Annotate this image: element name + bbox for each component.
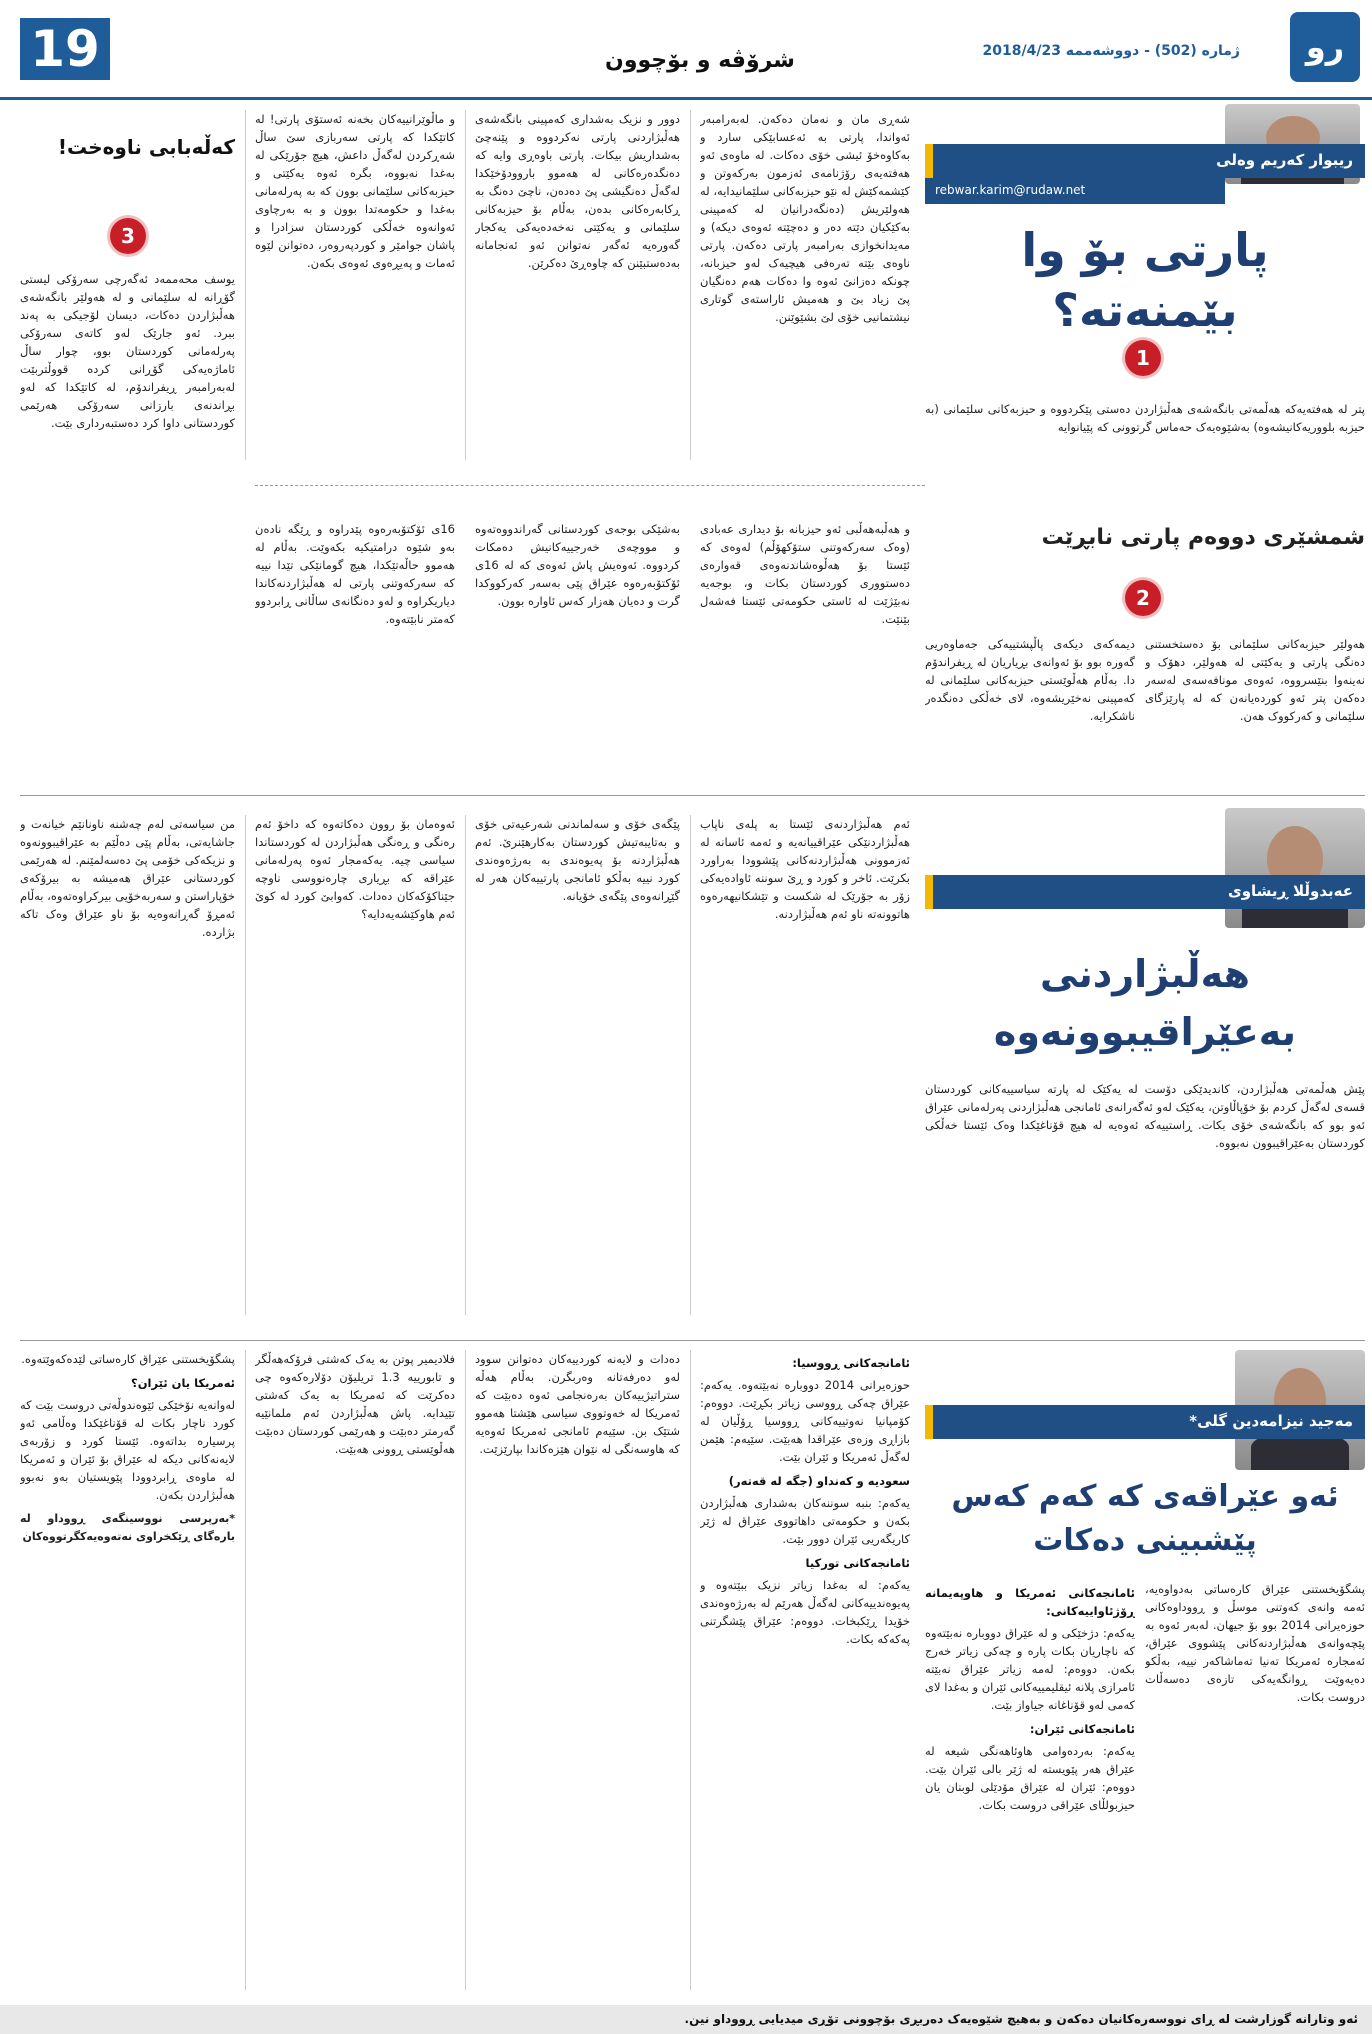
- article1-col-3: و ماڵوێرانییەکان بخەنە ئەستۆی پارتی! لە کاتێکدا کە پارتی سەربازی سێ ساڵ شەڕکردن لەگەڵ داعش، هیچ جۆرێکی لە بەغدا نەبووە، بگرە ئەوە یەکێتی و حیزبەکانی سلێمانی بوون کە بە پەرلەمانی بەغدا و حکومەتدا بوون و بە بەرچاوی ئەوانەوە خەڵکی کوردستان سزادرا و پاشان جوامێر و کوردپەروەر، دەتوانن لێوە ئەمات و پەیڕەوی ئەوەی بکەن.: [255, 112, 455, 270]
- subhead-us-or-iran: ئەمریکا یان ئێران؟: [131, 1376, 235, 1390]
- sub2-col-4: بەشێکی بوجەی کوردستانی گەراندووەتەوە و مووچەی خەرجییەکانیش دەمکات کردووە. ئەوەیش پاش ئەوەی کە لە 16ی ئۆکتۆبەرەوە عێراق پێی بەسەر کەرکووکدا گرت و دەیان هەزار کەس ئاوارە بوون.: [475, 522, 680, 608]
- author-name-3: [925, 1405, 1365, 1439]
- column-title-kalababi: کەڵەبابی ناوەخت!: [57, 135, 235, 159]
- headline-2-line-2: بەعێراقیبوونەوە: [993, 1010, 1297, 1054]
- headline-1: پارتی بۆ وا بێمنەتە؟: [1021, 223, 1269, 337]
- page-number: 19: [20, 18, 110, 80]
- article3-col-4: دەدات و لایەنە کوردییەکان دەتوانن سوود لەو دەرفەتانە وەربگرن. بەڵام هەڵە ستراتیژییەکان بەرەنجامی ئەوە دەبێت کە ئەمریکا لە خەوتووی سیاسی هێشتا هەموو شتێک بن. سێیەم ئامانجی ئەمریکا ئەوەیە کە هاوسەنگی لە نێوان هێزەکاندا بپارێزێت.: [475, 1352, 680, 1456]
- subheadline-2: شمشێری دووەم پارتی نابڕێت: [1041, 525, 1365, 550]
- section-divider: [20, 1340, 1365, 1341]
- article3-col-6: [20, 1350, 235, 1990]
- subhead-russia-goals: ئامانجەکانی ڕووسیا:: [792, 1356, 910, 1370]
- author-name-1: [925, 144, 1365, 178]
- article3-col-2: [925, 1580, 1135, 1990]
- russia-goals-text: حوزەیرانی 2014 دووبارە نەبێتەوە. یەکەم: عێراق چەکی ڕووسی زیاتر بکڕێت. دووەم: کۆمپانیا نەوتییەکانی ڕووسیا ڕۆڵیان لە بازاڕی وزەی عێراقدا هەبێت. سێیەم: هێمن لەگەڵ ئەمریکا و ئێران بێت.: [700, 1378, 910, 1464]
- article3-col-5: فلادیمیر پوتن بە یەک کەشتی فرۆکەهەڵگر و تابورییە 1.3 تریلیۆن دۆلارەکەوە چی دەکرێت کە ئەمریکا بە یەک کەشتی تێیدایە. پاش هەڵبژاردن ئەم ملمانێیە گەرمتر دەبێت و هەرێمی کوردستان دەبێت هەڵوێستی ڕوونی هەبێت.: [255, 1352, 455, 1456]
- sub2-col-3: و هەڵبەهەڵبی ئەو حیزبانە بۆ دیداری عەبادی (وەک سەرکەوتنی ستۆکهۆڵم) لەوەی کە ئێستا بۆ هەڵوەشاندنەوەی قەوارەی دەستووری کوردستان بکات و، بوجەیە نەبێژێت لە ئاستی حکومەتی ئێستا فەشەل بێنێت.: [700, 522, 910, 626]
- article3-col-3: [700, 1350, 910, 1990]
- subhead-iran-goals: ئامانجەکانی ئێران:: [1029, 1722, 1135, 1736]
- sub2-col-5: 16ی ئۆکتۆبەرەوە پێدراوە و ڕێگە نادەن بەو شێوە درامتیکیە بکەوێت. بەڵام لە هەموو حاڵەتێکدا، هیچ گومانێکی تێدا نییە کە سەرکەوتنی پارتی لە هەڵبژاردنەکاندا دیاریکراوە و لەو دەنگانەی ساڵانی ڕابردوو کەمتر نابێتەوە.: [255, 522, 455, 626]
- us-goals-text: یەکەم: دژخێکی و لە عێراق دووبارە نەبێتەوە کە ناچاریان بکات پارە و چەکی زیاتر خەرج بکەن. دووەم: لەمە زیاتر عێراق نەبێتە ئامرازی پلانە ئیقلیمییەکانی ئێران و بەغدا لای کەمی لەو قۆناغانە جیاواز بێت.: [925, 1626, 1135, 1712]
- rudaw-logo: رو: [1290, 12, 1360, 82]
- author-email: rebwar.karim@rudaw.net: [925, 178, 1225, 204]
- section-badge-2: 2: [1125, 580, 1161, 616]
- saudi-goals-text: یەکەم: بنبە سوننەکان بەشداری هەڵبژاردن بکەن و حکومەتی داهاتووی عێراق لە ژێر کاریگەریی ئێران دوور بێت.: [700, 1496, 910, 1546]
- headline-2-line-1: هەڵبژاردنی: [1040, 952, 1250, 996]
- author-note: *بەرپرسی نووسینگەی ڕووداو لە بارەگای ڕێکخراوی نەتەوەیەکگرتووەکان: [20, 1512, 235, 1543]
- headline-3-line-1: ئەو عێراقەی کە کەم کەس: [951, 1479, 1339, 1514]
- article1-intro: پتر لە هەفتەیەکە هەڵمەتی بانگەشەی هەڵبژاردن دەستی پێکردووە و حیزبەکانی سلێمانی (بە حیزبە بلووریەکانیشەوە) بەشێوەیەک حەماس گرتوونی کە پێیانوایە: [925, 402, 1365, 434]
- divider: [245, 1350, 246, 1990]
- section-badge-1: 1: [1125, 340, 1161, 376]
- footer-disclaimer: ئەو وتارانە گوزارشت لە ڕای نووسەرەکانیان دەکەن و بەهیچ شێوەیەک دەربڕی بۆچوونی تۆڕی میدیایی ڕووداو نین.: [0, 2005, 1372, 2034]
- divider: [465, 815, 466, 1315]
- article2-col-2: ئەم هەڵبژاردنەی ئێستا بە پلەی ناپاب هەڵبژاردنێکی عێراقییانەیە و ئەمە ئاسانە لە ئەزموونی هەڵبژاردنەکانی پێشوودا بەراورد بکرێت. ئاخر و کورد و ڕێ سوننە ئاوادەیەکی زۆر بە جۆرێک لە شکست و تێشکانیهەرەوە هاتوونەتە ناو ئەم هەڵبژاردنە.: [700, 817, 910, 921]
- author-name-2: [925, 875, 1365, 909]
- section-divider: [20, 795, 1365, 796]
- author-photo-2: [1225, 808, 1365, 928]
- divider: [690, 110, 691, 460]
- headline-3-line-2: پێشبینی دەکات: [1033, 1523, 1257, 1558]
- author-name-text: عەبدوڵلا ڕیشاوی: [1227, 882, 1353, 900]
- divider: [245, 815, 246, 1315]
- subhead-us-goals: ئامانجەکانی ئەمریکا و هاوپەیمانە ڕۆژئاواییەکانی:: [925, 1586, 1135, 1618]
- dashed-divider: [255, 485, 925, 486]
- section-badge-3: 3: [110, 218, 146, 254]
- headline-2: [925, 945, 1365, 1061]
- col6-intro: پشگۆیخستنی عێراق کارەساتی لێدەکەوێتەوە.: [21, 1352, 235, 1366]
- article1-col-1: شەڕی مان و نەمان دەکەن. لەبەرامبەر ئەواندا، پارتی بە ئەعسابێکی سارد و بەکاوەخۆ ئیشی خۆی دەکات. لە ماوەی ئەو هەفتەیەی رۆژنامەی ئەزمون بەرکەوتن و کێشمەکێش لە نێو حیزبەکانی سلێمانیدایە، لە هەولێریش (دەنگەدرانیان لە کەمپینی بەکێکیان دێتە دەر و دەچێتە ئەوەی دیکە) و مەیدانخوازی بەرامبەر پارتی دەکەن. پارتی ناوەی بێتە تەرەفی هیچیەک لەو حیزبانە، چونکە دەزانێ ئەوە وا دەکات هەم دەنگیان پێ زیاد بێ و هەمیش ئاراستەی گوتاری نیشتمانیی خۆی لێ بشێوێنن.: [700, 112, 910, 324]
- issue-info: ژمارە (502) - دووشەممە 2018/4/23: [982, 43, 1240, 59]
- col6-text: لەوانەیە نۆخێکی ئێوەندوڵەتی دروست بێت کە کورد ناچار بکات لە قۆناغێکدا وەڵامی ئەو پرسیارە بداتەوە. ئێستا کورد و زۆربەی لایەنەکانی دیکە لە عێراق بۆ ئێران و ئەمریکا لە ماوەی ڕابردوودا پێویستیان بەو نەبوو هەڵبژاردن بکەن.: [20, 1398, 235, 1502]
- masthead: [0, 0, 1372, 100]
- headline-3: [925, 1475, 1365, 1563]
- article2-col-3: پێگەی خۆی و سەلماندنی شەرعیەتی خۆی و بەتایبەتیش کوردستان بەکارهێنرێ. ئەم هەڵبژاردنە بۆ پەیوەندی بە بەرژەوەندی کورد نییە بەڵکو ئامانجی پارتییەکان هەر لە گێڕانەوەی پێگەی خۆیانە.: [475, 817, 680, 903]
- iran-goals-text: یەکەم: بەردەوامی هاوئاهەنگی شیعە لە عێراق هەر پێویستە لە ژێر بالی ئێران بێت. دووەم: ئێران لە عێراق مۆدێلی لوبنان یان حیزبولڵای عێراقی دروست بکات.: [925, 1744, 1135, 1812]
- divider: [690, 1350, 691, 1990]
- sub2-col-1: هەولێر حیزبەکانی سلێمانی بۆ دەستخستنی دەنگی پارتی و یەکێتی لە هەولێر، دهۆک و نەینەوا بنێسرووە، ئەوەی مونافەسەی لەسەر دەکەن پتر ئەو کوردەیانەن کە لە پارێزگای سلێمانی و کەرکووک هەن.: [1145, 637, 1365, 723]
- author-name-text: مەجید نیزامەدین گلی*: [1189, 1412, 1353, 1430]
- sub2-col-2: دیمەکەی دیکەی پاڵپشتییەکی جەماوەریی گەورە بوو بۆ ئەوانەی بڕیاریان لە ڕیفراندۆم دا. بەڵام هەڵوێستی حیزبەکانی سلێمانی لە کەمپینی نەخێریشەوە، لای خەڵکی دەنگدەر ناشکرایە.: [925, 637, 1135, 723]
- subhead-saudi-goals: سعودیە و کەنداو (جگە لە قەتەر): [728, 1474, 910, 1488]
- divider: [245, 110, 246, 460]
- divider: [690, 815, 691, 1315]
- article3-col-1: پشگۆیخستنی عێراق کارەساتی بەدواوەیە، ئەمە وانەی کەوتنی موسڵ و ڕووداوەکانی حوزەیرانی 2014 بوو بۆ جیهان. لەبەر ئەوە بە پێچەوانەی هەڵبژاردنەکانی پێشووی عێراق، ئەمجارە ئەمریکا تەنیا تەماشاکەر نییە، بەڵکو دەیەوێت ڕوانگەیەکی تازەی دەسەڵات دروست بکات.: [1145, 1582, 1365, 1704]
- divider: [465, 1350, 466, 1990]
- turkey-goals-text: یەکەم: لە بەغدا زیاتر نزیک ببێتەوە و پەیوەندییەکانی لەگەڵ هەرێم لە بەرژەوەندی خۆیدا ڕێکبخات. دووەم: عێراق پێشگرتنی پەکەکە بکات.: [700, 1578, 910, 1646]
- article2-col-4: ئەوەمان بۆ روون دەکاتەوە کە داخۆ ئەم رەنگی و ڕەنگی هەڵبژاردن لە کوردستاندا سیاسی چیە. یەکەمجار ئەوە پەرلەمانی عێراقە کە بڕیاری چارەنووسی ناوچە جێناکۆکەکان دەدات. کەوابێ کورد لە کوێ ئەم هاوکێشەیەدایە؟: [255, 817, 455, 921]
- article1-col-2: دوور و نزیک بەشداری کەمپینی بانگەشەی هەڵبژاردنی پارتی نەکردووە و پێنەچێ بەشداریش بیکات. پارتی باوەڕی وایە کە دەنگدەرەکانی لە هەموو باروودۆخێکدا لەگەڵ دەنگیشی پێ دەدەن، ناچێ دەنگ بە ڕکابەرەکانی بدەن، بەڵام بۆ حیزبەکانی سلێمانی و یەکێتی نەخەدەیەکی یەکجار گەورەیە ئەگەر نەتوانن ئەو ئەنجامانە بەدەستبێنن کە چاوەڕێ دەکرێن.: [475, 112, 680, 270]
- author-name-text: ریبوار کەریم وەلی: [1216, 151, 1353, 169]
- subhead-turkey-goals: ئامانجەکانی تورکیا: [805, 1556, 910, 1570]
- section-title: شرۆڤە و بۆچوون: [605, 48, 795, 73]
- article1-col-4: یوسف محەممەد ئەگەرچی سەرۆکی لیستی گۆڕانە لە سلێمانی و لە هەولێر بانگەشەی هەڵبژاردن دەکات، دیسان لۆجیکی بە پەند ببرد. ئەو جارێک لەو کاتەی سەرۆکی پەرلەمانی کوردستان بوو، چوار ساڵ ئاماژەیەکی گۆڕانی کردە قووڵتربێت لەبەرامبەر ڕیفراندۆم، لە کاتێکدا کە لەو بڕاندنەی بارزانی سەرۆکی هەرێمی کوردستانی داوا کرد دەستبەرداری بێت.: [20, 272, 235, 430]
- article2-col-5: من سیاسەتی لەم چەشنە ناونانێم خیانەت و جاشایەتی، بەڵام پێی دەڵێم بە عێراقیبوونەوە و نزیکەکی خۆمی پێ دەسەلمێنم. لە هەرێمی کوردستانی عێراق هەمیشە بە بیرۆکەی خۆپاراستن و سەربەخۆیی بیرکراوەتەوە، بەڵام ئەمڕۆ گەڕانەوەیە بۆ ناو عێراق وەک تاکە بژاردە.: [20, 817, 235, 939]
- divider: [465, 110, 466, 460]
- article2-col-1: پێش هەڵمەتی هەڵبژاردن، کاندیدێکی دۆست لە یەکێک لە پارتە سیاسییەکانی کوردستان قسەی لەگەڵ کردم بۆ خۆپاڵاوتن، یەکێک لەو ئەگەرانەی ئامانجی هەڵبژاردنی پەرلەمانی عێراق ئەو بوو کە بانگەشەی خۆی بکات. ڕاستییەکە ئەوەیە لە هیچ قۆناغێکدا وەک ئێستا خەڵکی کوردستان بەعێراقیبوون نەبووە.: [925, 1082, 1365, 1150]
